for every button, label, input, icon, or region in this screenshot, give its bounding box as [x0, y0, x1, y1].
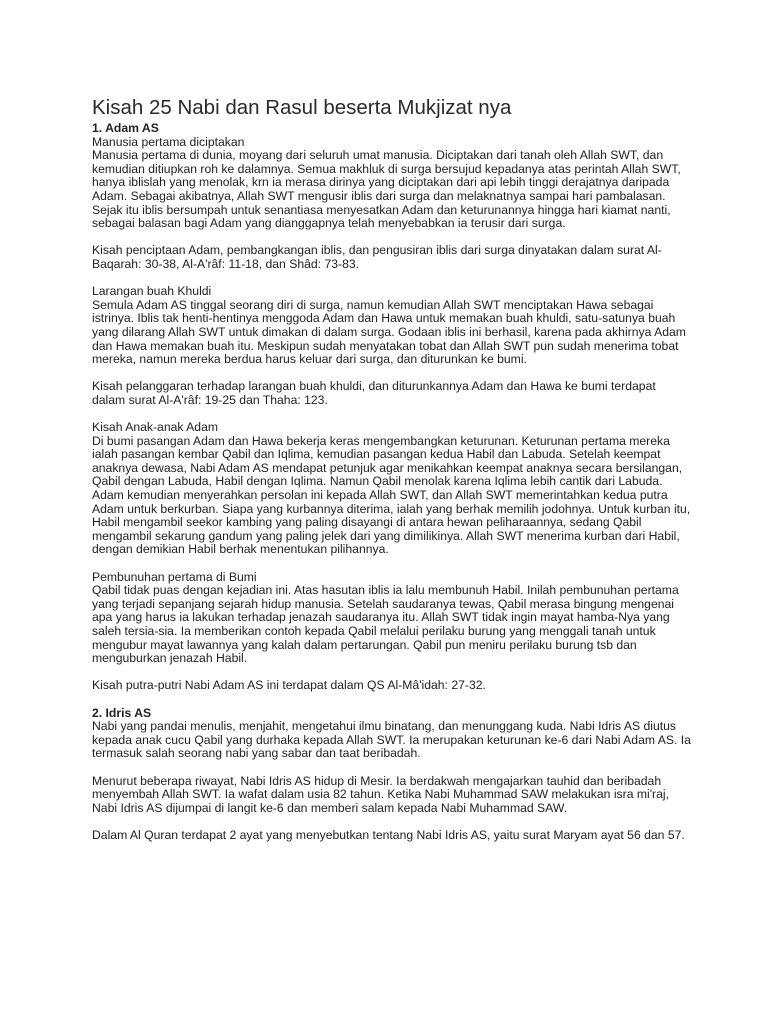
paragraph-spacer — [92, 557, 692, 571]
paragraph-spacer — [92, 231, 692, 245]
paragraph-spacer — [92, 815, 692, 829]
document-title: Kisah 25 Nabi dan Rasul beserta Mukjizat nya — [92, 96, 512, 119]
subheading-pembunuhan-pertama: Pembunuhan pertama di Bumi — [92, 569, 257, 584]
paragraph-spacer — [92, 666, 692, 680]
paragraph: Kisah pelanggaran terhadap larangan buah khuldi, dan diturunkannya Adam dan Hawa ke bumi terdapat dalam surat Al-A'râf: 19-25 dan Thaha: 123. — [92, 379, 656, 407]
paragraph: Qabil tidak puas dengan kejadian ini. Atas hasutan iblis ia lalu membunuh Habil. Inilah pembunuhan pertama yang terjadi sepanjang sejarah hidup manusia. Setelah saudaranya tewas, Qabil merasa bingung mengenai apa yang harus ia lakukan terhadap jenazah saudaranya itu. Allah SWT tidak ingin mayat hamba-Nya yang saleh tersia-sia. Ia memberikan contoh kepada Qabil melalui perilaku burung yang menggali tanah untuk mengubur mayat lawannya yang kalah dalam pertarungan. Qabil pun meniru perilaku burung tsb dan menguburkan jenazah Habil. — [92, 583, 679, 666]
paragraph: Di bumi pasangan Adam dan Hawa bekerja keras mengembangkan keturunan. Keturunan pertama mereka ialah pasangan kembar Qabil dan Iqlima, kemudian pasangan kedua Habil dan Labuda. Setelah keempat anaknya dewasa, Nabi Adam AS mendapat petunjuk agar menikahkan keempat anaknya secara bersilangan, Qabil dengan Labuda, Habil dengan Iqlima. Namun Qabil menolak karena Iqlima lebih cantik dari Labuda. Adam kemudian menyerahkan persolan ini kepada Allah SWT, dan Allah SWT memerintahkan kedua putra Adam untuk berkurban. Siapa yang kurbannya diterima, ialah yang berhak memilih jodohnya. Untuk kurban itu, Habil mengambil seekor kambing yang paling disayangi di antara hewan peliharaannya, sedang Qabil mengambil sekarung gandum yang paling jelek dari yang dimilikinya. Allah SWT menerima kurban dari Habil, dengan demikian Habil berhak menentukan pilihannya. — [92, 433, 691, 557]
section-heading-adam: 1. Adam AS — [92, 121, 159, 135]
paragraph-spacer — [92, 693, 692, 707]
subheading-larangan-buah-khuldi: Larangan buah Khuldi — [92, 284, 212, 299]
paragraph-spacer — [92, 761, 692, 775]
paragraph: Kisah putra-putri Nabi Adam AS ini terdapat dalam QS Al-Mâ'idah: 27-32. — [92, 678, 486, 693]
paragraph: Nabi yang pandai menulis, menjahit, mengetahui ilmu binatang, dan menunggang kuda. Nabi Idris AS diutus kepada anak cucu Qabil yang durhaka kepada Allah SWT. Ia merupakan keturunan ke-6 dari Nabi Adam AS. Ia termasuk salah seorang nabi yang sabar dan taat beribadah. — [92, 719, 691, 761]
paragraph: Kisah penciptaan Adam, pembangkangan iblis, dan pengusiran iblis dari surga dinyatakan dalam surat Al-Baqarah: 30-38, Al-A'râf: 11-18, dan Shâd: 73-83. — [92, 243, 662, 271]
paragraph: Menurut beberapa riwayat, Nabi Idris AS hidup di Mesir. Ia berdakwah mengajarkan tauhid dan beribadah menyembah Allah SWT. Ia wafat dalam usia 82 tahun. Ketika Nabi Muhammad SAW melakukan isra mi'raj, Nabi Idris AS dijumpai di langit ke-6 dan memberi salam kepada Nabi Muhammad SAW. — [92, 773, 669, 815]
paragraph: Manusia pertama di dunia, moyang dari seluruh umat manusia. Diciptakan dari tanah oleh Allah SWT, dan kemudian ditiupkan roh ke dalamnya. Semua makhluk di surga bersujud kepadanya atas perintah Allah SWT, hanya iblislah yang menolak, krn ia merasa dirinya yang diciptakan dari api lebih tinggi derajatnya daripada Adam. Sebagai akibatnya, Allah SWT mengusir iblis dari surga dan melaknatnya sampai hari pambalasan. Sejak itu iblis bersumpah untuk senantiasa menyesatkan Adam dan keturunannya hingga hari kiamat nanti, sebagai balasan bagi Adam yang dianggapnya telah menyebabkan ia terusir dari surga. — [92, 148, 681, 231]
paragraph-spacer — [92, 367, 692, 381]
section-heading-idris: 2. Idris AS — [92, 705, 152, 720]
subheading-manusia-pertama: Manusia pertama diciptakan — [92, 134, 245, 149]
document-page — [92, 96, 692, 842]
paragraph: Semula Adam AS tinggal seorang diri di surga, namun kemudian Allah SWT menciptakan Hawa sebagai istrinya. Iblis tak henti-hentinya menggoda Adam dan Hawa untuk memakan buah khuldi, satu-satunya buah yang dilarang Allah SWT untuk dimakan di dalam surga. Godaan iblis ini berhasil, karena pada akhirnya Adam dan Hawa memakan buah itu. Meskipun sudah menyatakan tobat dan Allah SWT pun sudah menerima tobat mereka, namun mereka berdua harus keluar dari surga, dan diturunkan ke bumi. — [92, 297, 686, 367]
paragraph: Dalam Al Quran terdapat 2 ayat yang menyebutkan tentang Nabi Idris AS, yaitu surat Maryam ayat 56 dan 57. — [92, 827, 685, 842]
paragraph-spacer — [92, 407, 692, 421]
subheading-anak-anak-adam: Kisah Anak-anak Adam — [92, 420, 219, 435]
paragraph-spacer — [92, 272, 692, 286]
